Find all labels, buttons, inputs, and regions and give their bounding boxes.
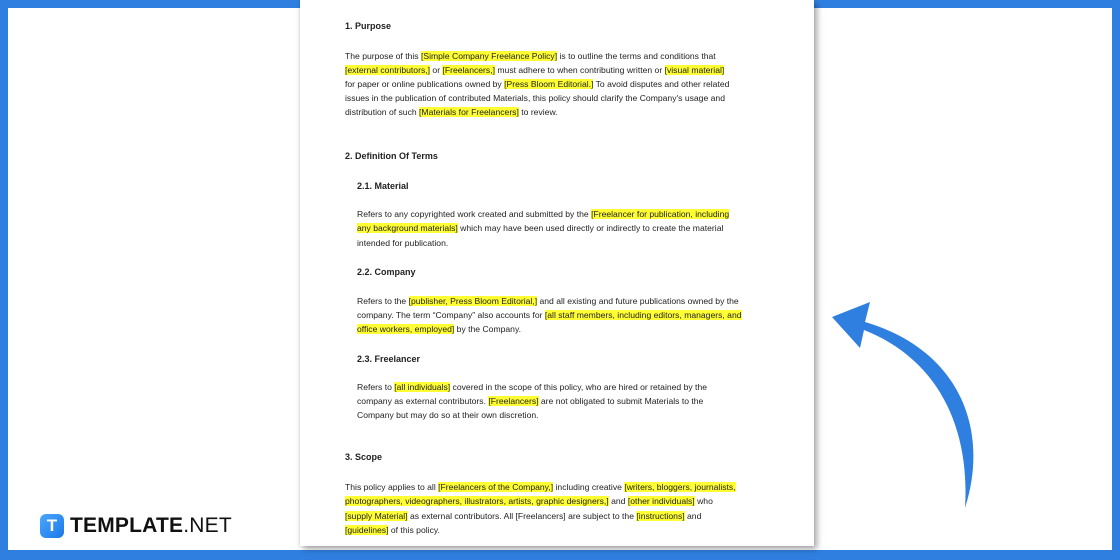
paragraph-line bbox=[357, 208, 729, 220]
text-segment: This policy applies to all bbox=[345, 482, 439, 492]
text-segment: issues in the publication of contributed Materials, this policy should clarify the Company's usage and bbox=[345, 93, 725, 103]
text-segment: and all existing and future publications owned by the bbox=[537, 296, 739, 306]
paragraph-line bbox=[345, 50, 716, 62]
text-segment: who bbox=[694, 496, 713, 506]
text-segment: Company but may do so at their own discretion. bbox=[357, 410, 539, 420]
text-segment: is to outline the terms and conditions that bbox=[557, 51, 716, 61]
text-segment: are not obligated to submit Materials to the bbox=[538, 396, 704, 406]
logo-text: TEMPLATE.NET bbox=[70, 514, 232, 537]
logo-mark-icon: T bbox=[40, 514, 64, 538]
highlighted-placeholder: [visual material] bbox=[664, 65, 725, 75]
text-segment: 2. Definition Of Terms bbox=[345, 151, 438, 161]
text-segment: to review. bbox=[518, 107, 558, 117]
paragraph-line bbox=[345, 510, 701, 522]
paragraph-line bbox=[345, 524, 440, 536]
highlighted-placeholder: [supply Material] bbox=[345, 511, 408, 521]
curved-arrow-icon bbox=[820, 280, 1020, 520]
paragraph-line bbox=[357, 395, 703, 407]
text-segment: 2.1. Material bbox=[357, 181, 409, 191]
section-heading bbox=[345, 150, 438, 162]
section-heading bbox=[345, 20, 391, 32]
text-segment: or bbox=[430, 65, 443, 75]
section-heading bbox=[357, 353, 420, 365]
highlighted-placeholder: [guidelines] bbox=[345, 525, 389, 535]
text-segment: for paper or online publications owned by bbox=[345, 79, 505, 89]
highlighted-placeholder: [Freelancers] bbox=[488, 396, 539, 406]
text-segment: Refers to the bbox=[357, 296, 409, 306]
paragraph-line bbox=[345, 78, 729, 90]
highlighted-placeholder: [all staff members, including editors, managers, and bbox=[544, 310, 742, 320]
highlighted-placeholder: [Simple Company Freelance Policy] bbox=[420, 51, 558, 61]
highlighted-placeholder: [Freelancer for publication, including bbox=[591, 209, 730, 219]
text-segment: as external contributors. All [Freelancers] are subject to the bbox=[407, 511, 637, 521]
paragraph-line bbox=[357, 237, 448, 249]
text-segment: company as external contributors. bbox=[357, 396, 489, 406]
section-heading bbox=[357, 266, 416, 278]
paragraph-line bbox=[357, 309, 742, 321]
paragraph-line bbox=[357, 409, 539, 421]
highlighted-placeholder: photographers, videographers, illustrators, artists, graphic designers,] bbox=[345, 496, 609, 506]
section-heading bbox=[357, 180, 409, 192]
text-segment: Refers to bbox=[357, 382, 395, 392]
paragraph-line bbox=[345, 92, 725, 104]
paragraph-line bbox=[345, 481, 736, 493]
text-segment: and bbox=[684, 511, 702, 521]
paragraph-line bbox=[357, 222, 723, 234]
paragraph-line bbox=[357, 381, 707, 393]
highlighted-placeholder: [other individuals] bbox=[627, 496, 695, 506]
text-segment: distribution of such bbox=[345, 107, 420, 117]
text-segment: 2.2. Company bbox=[357, 267, 416, 277]
section-heading bbox=[345, 451, 382, 463]
text-segment: intended for publication. bbox=[357, 238, 449, 248]
highlighted-placeholder: any background materials] bbox=[357, 223, 458, 233]
text-segment: and bbox=[608, 496, 628, 506]
paragraph-line bbox=[357, 295, 739, 307]
template-net-logo[interactable] bbox=[40, 514, 232, 538]
text-segment: which may have been used directly or indirectly to create the material bbox=[457, 223, 724, 233]
text-segment: covered in the scope of this policy, who are hired or retained by the bbox=[450, 382, 707, 392]
paragraph-line bbox=[345, 64, 724, 76]
highlighted-placeholder: [Materials for Freelancers] bbox=[419, 107, 519, 117]
highlighted-placeholder: [writers, bloggers, journalists, bbox=[624, 482, 736, 492]
highlighted-placeholder: [Freelancers,] bbox=[442, 65, 495, 75]
text-segment: company. The term “Company” also accounts for bbox=[357, 310, 545, 320]
text-segment: 3. Scope bbox=[345, 452, 383, 462]
paragraph-line bbox=[345, 106, 558, 118]
text-segment: Refers to any copyrighted work created and submitted by the bbox=[357, 209, 592, 219]
highlighted-placeholder: [publisher, Press Bloom Editorial,] bbox=[408, 296, 538, 306]
text-segment: 1. Purpose bbox=[345, 21, 392, 31]
text-segment: The purpose of this bbox=[345, 51, 421, 61]
paragraph-line bbox=[357, 323, 521, 335]
highlighted-placeholder: [Freelancers of the Company,] bbox=[438, 482, 554, 492]
highlighted-placeholder: [instructions] bbox=[636, 511, 685, 521]
highlighted-placeholder: [all individuals] bbox=[394, 382, 451, 392]
text-segment: including creative bbox=[553, 482, 625, 492]
text-segment: 2.3. Freelancer bbox=[357, 354, 421, 364]
text-segment: of this policy. bbox=[388, 525, 440, 535]
paragraph-line bbox=[345, 495, 713, 507]
document-page bbox=[300, 0, 814, 546]
text-segment: To avoid disputes and other related bbox=[593, 79, 730, 89]
text-segment: must adhere to when contributing written or bbox=[495, 65, 665, 75]
highlighted-placeholder: office workers, employed] bbox=[357, 324, 455, 334]
highlighted-placeholder: [external contributors,] bbox=[345, 65, 431, 75]
highlighted-placeholder: [Press Bloom Editorial.] bbox=[504, 79, 594, 89]
text-segment: by the Company. bbox=[454, 324, 521, 334]
